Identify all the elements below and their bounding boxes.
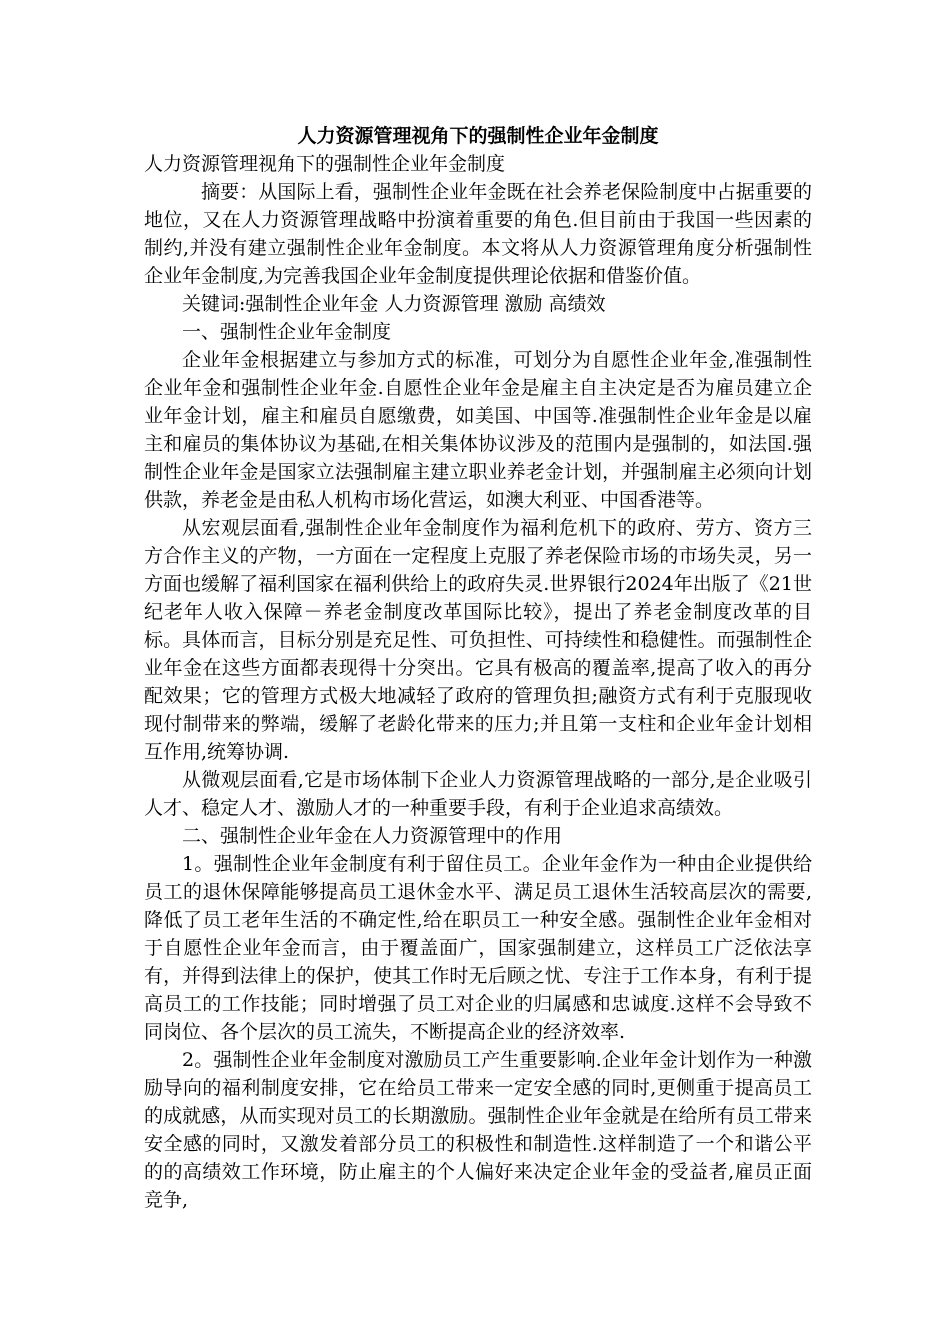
- body-paragraph-2: 从宏观层面看,强制性企业年金制度作为福利危机下的政府、劳方、资方三方合作主义的产物，一方面在一定程度上克服了养老保险市场的市场失灵，另一方面也缓解了福利国家在福利供给上的政府失灵.世界银行2024年出版了《21世纪老年人收入保障－养老金制度改革国际比较》，提出了养老金制度改革的目标。具体而言，目标分别是充足性、可负担性、可持续性和稳健性。而强制性企业年金在这些方面都表现得十分突出。它具有极高的覆盖率,提高了收入的再分配效果；它的管理方式极大地减轻了政府的管理负担;融资方式有利于克服现收现付制带来的弊端，缓解了老龄化带来的压力;并且第一支柱和企业年金计划相互作用,统筹协调.: [144, 517, 812, 763]
- body-paragraph-1: 企业年金根据建立与参加方式的标准，可划分为自愿性企业年金,准强制性企业年金和强制性企业年金.自愿性企业年金是雇主自主决定是否为雇员建立企业年金计划，雇主和雇员自愿缴费，如美国、中国等.准强制性企业年金是以雇主和雇员的集体协议为基础,在相关集体协议涉及的范围内是强制的，如法国.强制性企业年金是国家立法强制雇主建立职业养老金计划，并强制雇主必须向计划供款，养老金是由私人机构市场化营运，如澳大利亚、中国香港等。: [144, 349, 812, 511]
- body-paragraph-3: 从微观层面看,它是市场体制下企业人力资源管理战略的一部分,是企业吸引人才、稳定人才、激励人才的一种重要手段，有利于企业追求高绩效。: [144, 769, 812, 819]
- document-title: 人力资源管理视角下的强制性企业年金制度: [297, 125, 659, 147]
- body-paragraph-5: 2。强制性企业年金制度对激励员工产生重要影响.企业年金计划作为一种激励导向的福利制度安排，它在给员工带来一定安全感的同时,更侧重于提高员工的成就感，从而实现对员工的长期激励。强制性企业年金就是在给所有员工带来安全感的同时，又激发着部分员工的积极性和制造性.这样制造了一个和谐公平的的高绩效工作环境，防止雇主的个人偏好来决定企业年金的受益者,雇员正面竞争,: [144, 1049, 812, 1211]
- section-heading-1: 一、强制性企业年金制度: [182, 321, 392, 343]
- document-subtitle: 人力资源管理视角下的强制性企业年金制度: [144, 153, 506, 175]
- keywords-line: 关键词:强制性企业年金 人力资源管理 激励 高绩效: [182, 293, 606, 315]
- section-heading-2: 二、强制性企业年金在人力资源管理中的作用: [182, 825, 563, 847]
- body-paragraph-4: 1。强制性企业年金制度有利于留住员工。企业年金作为一种由企业提供给员工的退休保障能够提高员工退休金水平、满足员工退休生活较高层次的需要,降低了员工老年生活的不确定性,给在职员工一种安全感。强制性企业年金相对于自愿性企业年金而言，由于覆盖面广，国家强制建立，这样员工广泛依法享有，并得到法律上的保护，使其工作时无后顾之忧、专注于工作本身，有利于提高员工的工作技能；同时增强了员工对企业的归属感和忠诚度.这样不会导致不同岗位、各个层次的员工流失，不断提高企业的经济效率.: [144, 853, 812, 1043]
- document-page: [144, 122, 812, 1214]
- abstract-paragraph: 摘要：从国际上看，强制性企业年金既在社会养老保险制度中占据重要的地位，又在人力资源管理战略中扮演着重要的角色.但目前由于我国一些因素的制约,并没有建立强制性企业年金制度。本文将从人力资源管理角度分析强制性企业年金制度,为完善我国企业年金制度提供理论依据和借鉴价值。: [144, 181, 812, 287]
